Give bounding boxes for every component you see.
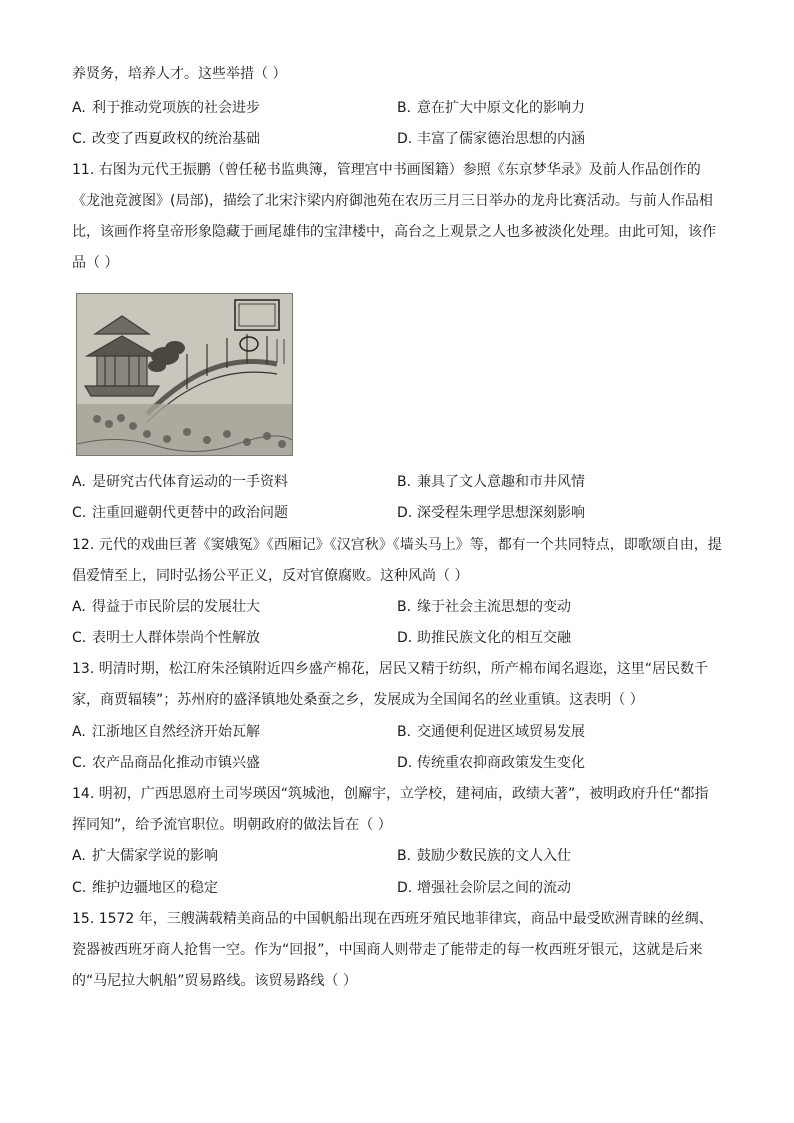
- q10-option-d[interactable]: D. 丰富了儒家德治思想的内涵: [397, 131, 585, 147]
- q11-stem-line-4: 品（ ）: [72, 255, 119, 271]
- q13-option-c[interactable]: C. 农产品商品化推动市镇兴盛: [72, 755, 260, 771]
- q13-option-d[interactable]: D. 传统重农抑商政策发生变化: [397, 755, 585, 771]
- q12-stem-line-1: 12. 元代的戏曲巨著《窦娥冤》《西厢记》《汉宫秋》《墙头马上》等，都有一个共同特点，即歌颂自由，提: [72, 537, 722, 553]
- q11-stem-line-1: 11. 右图为元代王振鹏（曾任秘书监典簿，管理宫中书画图籍）参照《东京梦华录》及前人作品创作的: [72, 162, 701, 178]
- q12-option-c[interactable]: C. 表明士人群体崇尚个性解放: [72, 630, 260, 646]
- q14-option-a[interactable]: A. 扩大儒家学说的影响: [72, 848, 218, 864]
- q10-option-a[interactable]: A. 利于推动党项族的社会进步: [72, 100, 260, 116]
- q12-option-a[interactable]: A. 得益于市民阶层的发展壮大: [72, 599, 260, 615]
- q11-option-a[interactable]: A. 是研究古代体育运动的一手资料: [72, 474, 288, 490]
- q11-stem-line-2: 《龙池竞渡图》(局部)，描绘了北宋汴梁内府御池苑在农历三月三日举办的龙舟比赛活动。与前人作品相: [72, 193, 713, 209]
- crowd-and-water-drawing: [77, 404, 292, 455]
- q11-option-d[interactable]: D. 深受程朱理学思想深刻影响: [397, 505, 585, 521]
- q13-stem-line-2: 家，商贾辐辏”；苏州府的盛泽镇地处桑蚕之乡，发展成为全国闻名的丝业重镇。这表明（ ）: [72, 692, 644, 708]
- q15-stem-line-2: 瓷器被西班牙商人抢售一空。作为“回报”，中国商人则带走了能带走的每一枚西班牙银元，这就是后来: [72, 942, 703, 958]
- q10-stem-end: 养贤务，培养人才。这些举措（ ）: [72, 66, 287, 82]
- q10-option-b[interactable]: B. 意在扩大中原文化的影响力: [397, 100, 585, 116]
- q13-option-b[interactable]: B. 交通便利促进区域贸易发展: [397, 724, 585, 740]
- q15-stem-line-3: 的“马尼拉大帆船”贸易路线。该贸易路线（ ）: [72, 973, 357, 989]
- q14-option-d[interactable]: D. 增强社会阶层之间的流动: [397, 880, 571, 896]
- q11-option-c[interactable]: C. 注重回避朝代更替中的政治问题: [72, 505, 288, 521]
- q13-option-a[interactable]: A. 江浙地区自然经济开始瓦解: [72, 724, 260, 740]
- q12-option-b[interactable]: B. 缘于社会主流思想的变动: [397, 599, 571, 615]
- q13-stem-line-1: 13. 明清时期，松江府朱泾镇附近四乡盛产棉花，居民又精于纺织，所产棉布闻名遐迩，这里“居民数千: [72, 661, 708, 677]
- q11-stem-line-3: 比，该画作将皇帝形象隐藏于画尾雄伟的宝津楼中，高台之上观景之人也多被淡化处理。由此可知，该作: [72, 224, 716, 240]
- dragon-boat-painting-image: [76, 293, 293, 456]
- q11-option-b[interactable]: B. 兼具了文人意趣和市井风情: [397, 474, 585, 490]
- q12-stem-line-2: 倡爱情至上，同时弘扬公平正义，反对官僚腐败。这种风尚（ ）: [72, 568, 469, 584]
- q10-option-c[interactable]: C. 改变了西夏政权的统治基础: [72, 131, 260, 147]
- painting-illustration: [77, 294, 292, 455]
- q14-option-b[interactable]: B. 鼓励少数民族的文人入仕: [397, 848, 571, 864]
- q14-stem-line-1: 14. 明初，广西思恩府土司岑瑛因“筑城池，创廨宇，立学校，建祠庙，政绩大著”，被明政府升任“都指: [72, 786, 709, 802]
- q14-stem-line-2: 挥同知”，给予流官职位。明朝政府的做法旨在（ ）: [72, 817, 392, 833]
- q12-option-d[interactable]: D. 助推民族文化的相互交融: [397, 630, 571, 646]
- q15-stem-line-1: 15. 1572 年，三艘满载精美商品的中国帆船出现在西班牙殖民地菲律宾，商品中最受欧洲青睐的丝绸、: [72, 911, 713, 927]
- q14-option-c[interactable]: C. 维护边疆地区的稳定: [72, 880, 218, 896]
